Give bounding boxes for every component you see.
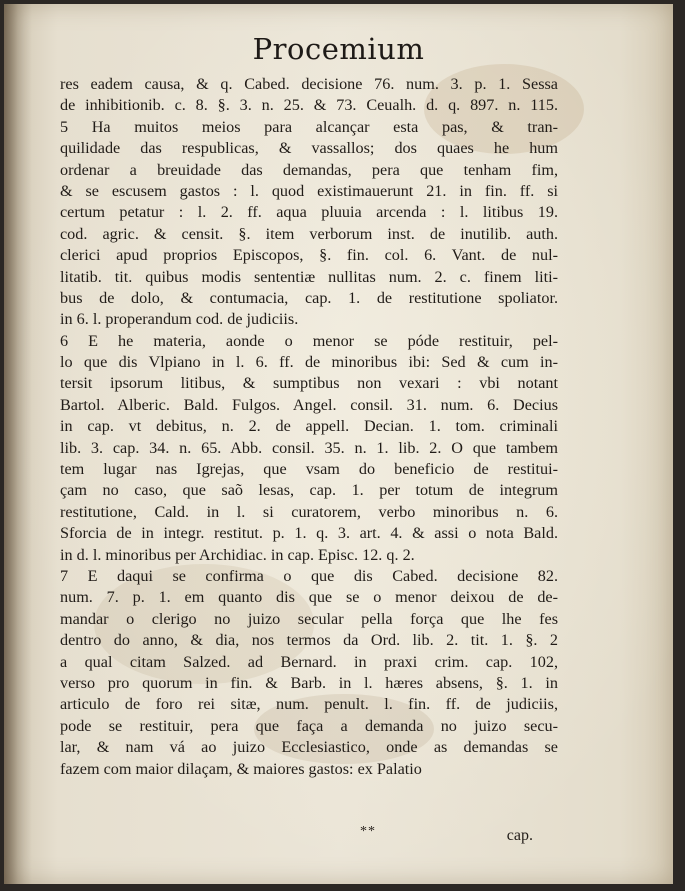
signature-mark: ** — [360, 824, 376, 839]
text-line: dentro do anno, & dia, nos termos da Ord. lib. 2. tit. 1. §. 2 — [60, 631, 558, 650]
text-line: lo que dis Vlpiano in l. 6. ff. de minoribus ibi: Sed & cum in- — [60, 353, 558, 372]
catchword: cap. — [506, 827, 533, 844]
text-line: pode se restituir, pera que faça a demanda no juizo secu- — [60, 716, 558, 735]
text-line: in cap. vt debitus, n. 2. de appell. Decian. 1. tom. criminali — [60, 417, 558, 436]
text-line: & se escusem gastos : l. quod existimauerunt 21. in fin. ff. si — [60, 181, 558, 200]
book-page — [4, 4, 673, 884]
text-line: lar, & nam vá ao juizo Ecclesiastico, onde as demandas se — [60, 738, 558, 757]
text-line: a qual citam Salzed. ad Bernard. in praxi crim. cap. 102, — [60, 652, 558, 671]
text-line: Sforcia de in integr. restitut. p. 1. q. 3. art. 4. & assi o nota Bald. — [60, 524, 558, 543]
text-line: çam no caso, que saõ lesas, cap. 1. per totum de integrum — [60, 481, 558, 500]
text-line: in 6. l. properandum cod. de judiciis. — [60, 310, 299, 329]
text-line: certum petatur : l. 2. ff. aqua pluuia arcenda : l. litibus 19. — [60, 203, 558, 222]
body-text — [60, 74, 558, 780]
text-line: lib. 3. cap. 34. n. 65. Abb. consil. 35. n. 1. lib. 2. O que tambem — [60, 438, 558, 457]
text-line: clerici apud proprios Episcopos, §. fin. col. 6. Vant. de nul- — [60, 246, 558, 265]
text-line: quilidade das respublicas, & vassallos; dos quaes he hum — [60, 139, 558, 158]
text-line: Bartol. Alberic. Bald. Fulgos. Angel. consil. 31. num. 6. Decius — [60, 395, 558, 414]
text-line: restitutione, Cald. in l. si curatorem, verbo minoribus n. 6. — [60, 502, 558, 521]
text-line: verso pro quorum in fin. & Barb. in l. hæres absens, §. 1. in — [60, 673, 558, 692]
text-line: de inhibitionib. c. 8. §. 3. n. 25. & 73. Ceualh. d. q. 897. n. 115. — [60, 96, 558, 115]
text-line: litatib. tit. quibus modis sententiæ nullitas num. 2. c. finem liti- — [60, 267, 558, 286]
text-line: cod. agric. & censit. §. item verborum inst. de inutilib. auth. — [60, 224, 558, 243]
text-line: ordenar a breuidade das demandas, pera que tenham fim, — [60, 160, 558, 179]
text-line: num. 7. p. 1. em quanto dis que se o menor deixou de de- — [60, 588, 558, 607]
text-line: 5 Ha muitos meios para alcançar esta pas, & tran- — [60, 117, 558, 136]
text-line: tem lugar nas Igrejas, que vsam do beneficio de restitui- — [60, 460, 558, 479]
text-line: bus de dolo, & contumacia, cap. 1. de restitutione spoliator. — [60, 288, 558, 307]
text-line: articulo de foro rei sitæ, num. penult. l. fin. ff. de judiciis, — [60, 695, 558, 714]
running-head: Procemium — [252, 32, 425, 66]
gutter-shadow — [4, 4, 32, 884]
text-line: 7 E daqui se confirma o que dis Cabed. decisione 82. — [60, 566, 558, 585]
text-line: fazem com maior dilaçam, & maiores gastos: ex Palatio — [60, 759, 422, 778]
text-line: tersit ipsorum litibus, & sumptibus non vexari : vbi notant — [60, 374, 558, 393]
text-line: 6 E he materia, aonde o menor se póde restituir, pel- — [60, 331, 558, 350]
text-line: in d. l. minoribus per Archidiac. in cap. Episc. 12. q. 2. — [60, 545, 415, 564]
text-line: res eadem causa, & q. Cabed. decisione 76. num. 3. p. 1. Sessa — [60, 75, 558, 93]
text-line: mandar o clerigo no juizo secular pella força que lhe fes — [60, 609, 558, 628]
